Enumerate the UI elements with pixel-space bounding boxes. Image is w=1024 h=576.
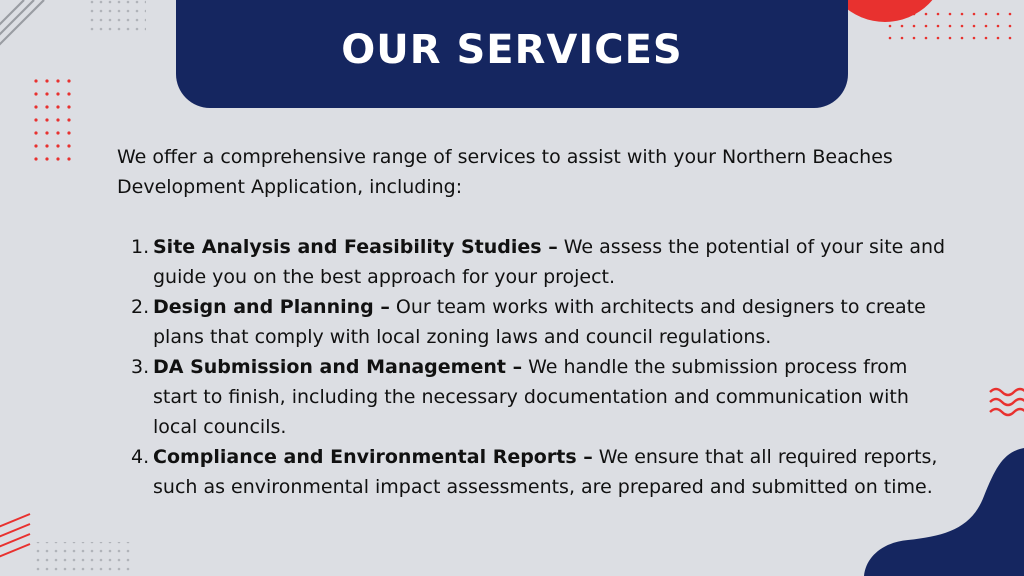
list-item	[117, 292, 947, 352]
dot-grid-top-left	[90, 0, 146, 34]
page-title: OUR SERVICES	[341, 27, 683, 73]
dot-grid-bottom-left	[32, 542, 130, 576]
title-banner	[176, 0, 848, 108]
list-number: 4.	[131, 446, 150, 468]
service-description: Our team works with architects and designers to create plans that comply with local zoning laws and council regulations.	[153, 296, 926, 348]
list-number: 1.	[131, 236, 150, 258]
service-description: We handle the submission process from start to finish, including the necessary documentation and communication with local councils.	[153, 356, 909, 438]
service-description: We assess the potential of your site and guide you on the best approach for your project.	[153, 236, 946, 288]
intro-paragraph: We offer a comprehensive range of services to assist with your Northern Beaches Development Application, including:	[117, 146, 893, 198]
service-title: DA Submission and Management –	[153, 356, 523, 378]
service-title: Compliance and Environmental Reports –	[153, 446, 593, 468]
list-item	[117, 442, 947, 502]
list-number: 3.	[131, 356, 150, 378]
content	[117, 142, 947, 502]
diagonal-lines-top-left	[0, 0, 44, 50]
service-title: Design and Planning –	[153, 296, 390, 318]
red-dot-grid-left	[30, 76, 78, 164]
list-item	[117, 232, 947, 292]
red-wave-lines-right	[990, 389, 1024, 415]
list-item	[117, 352, 947, 442]
service-title: Site Analysis and Feasibility Studies –	[153, 236, 558, 258]
red-diagonal-lines-bottom-left	[0, 514, 30, 558]
red-dot-grid-top-right	[888, 6, 1018, 40]
service-description: We ensure that all required reports, such as environmental impact assessments, are prepared and submitted on time.	[153, 446, 938, 498]
list-number: 2.	[131, 296, 150, 318]
services-list	[117, 232, 947, 502]
